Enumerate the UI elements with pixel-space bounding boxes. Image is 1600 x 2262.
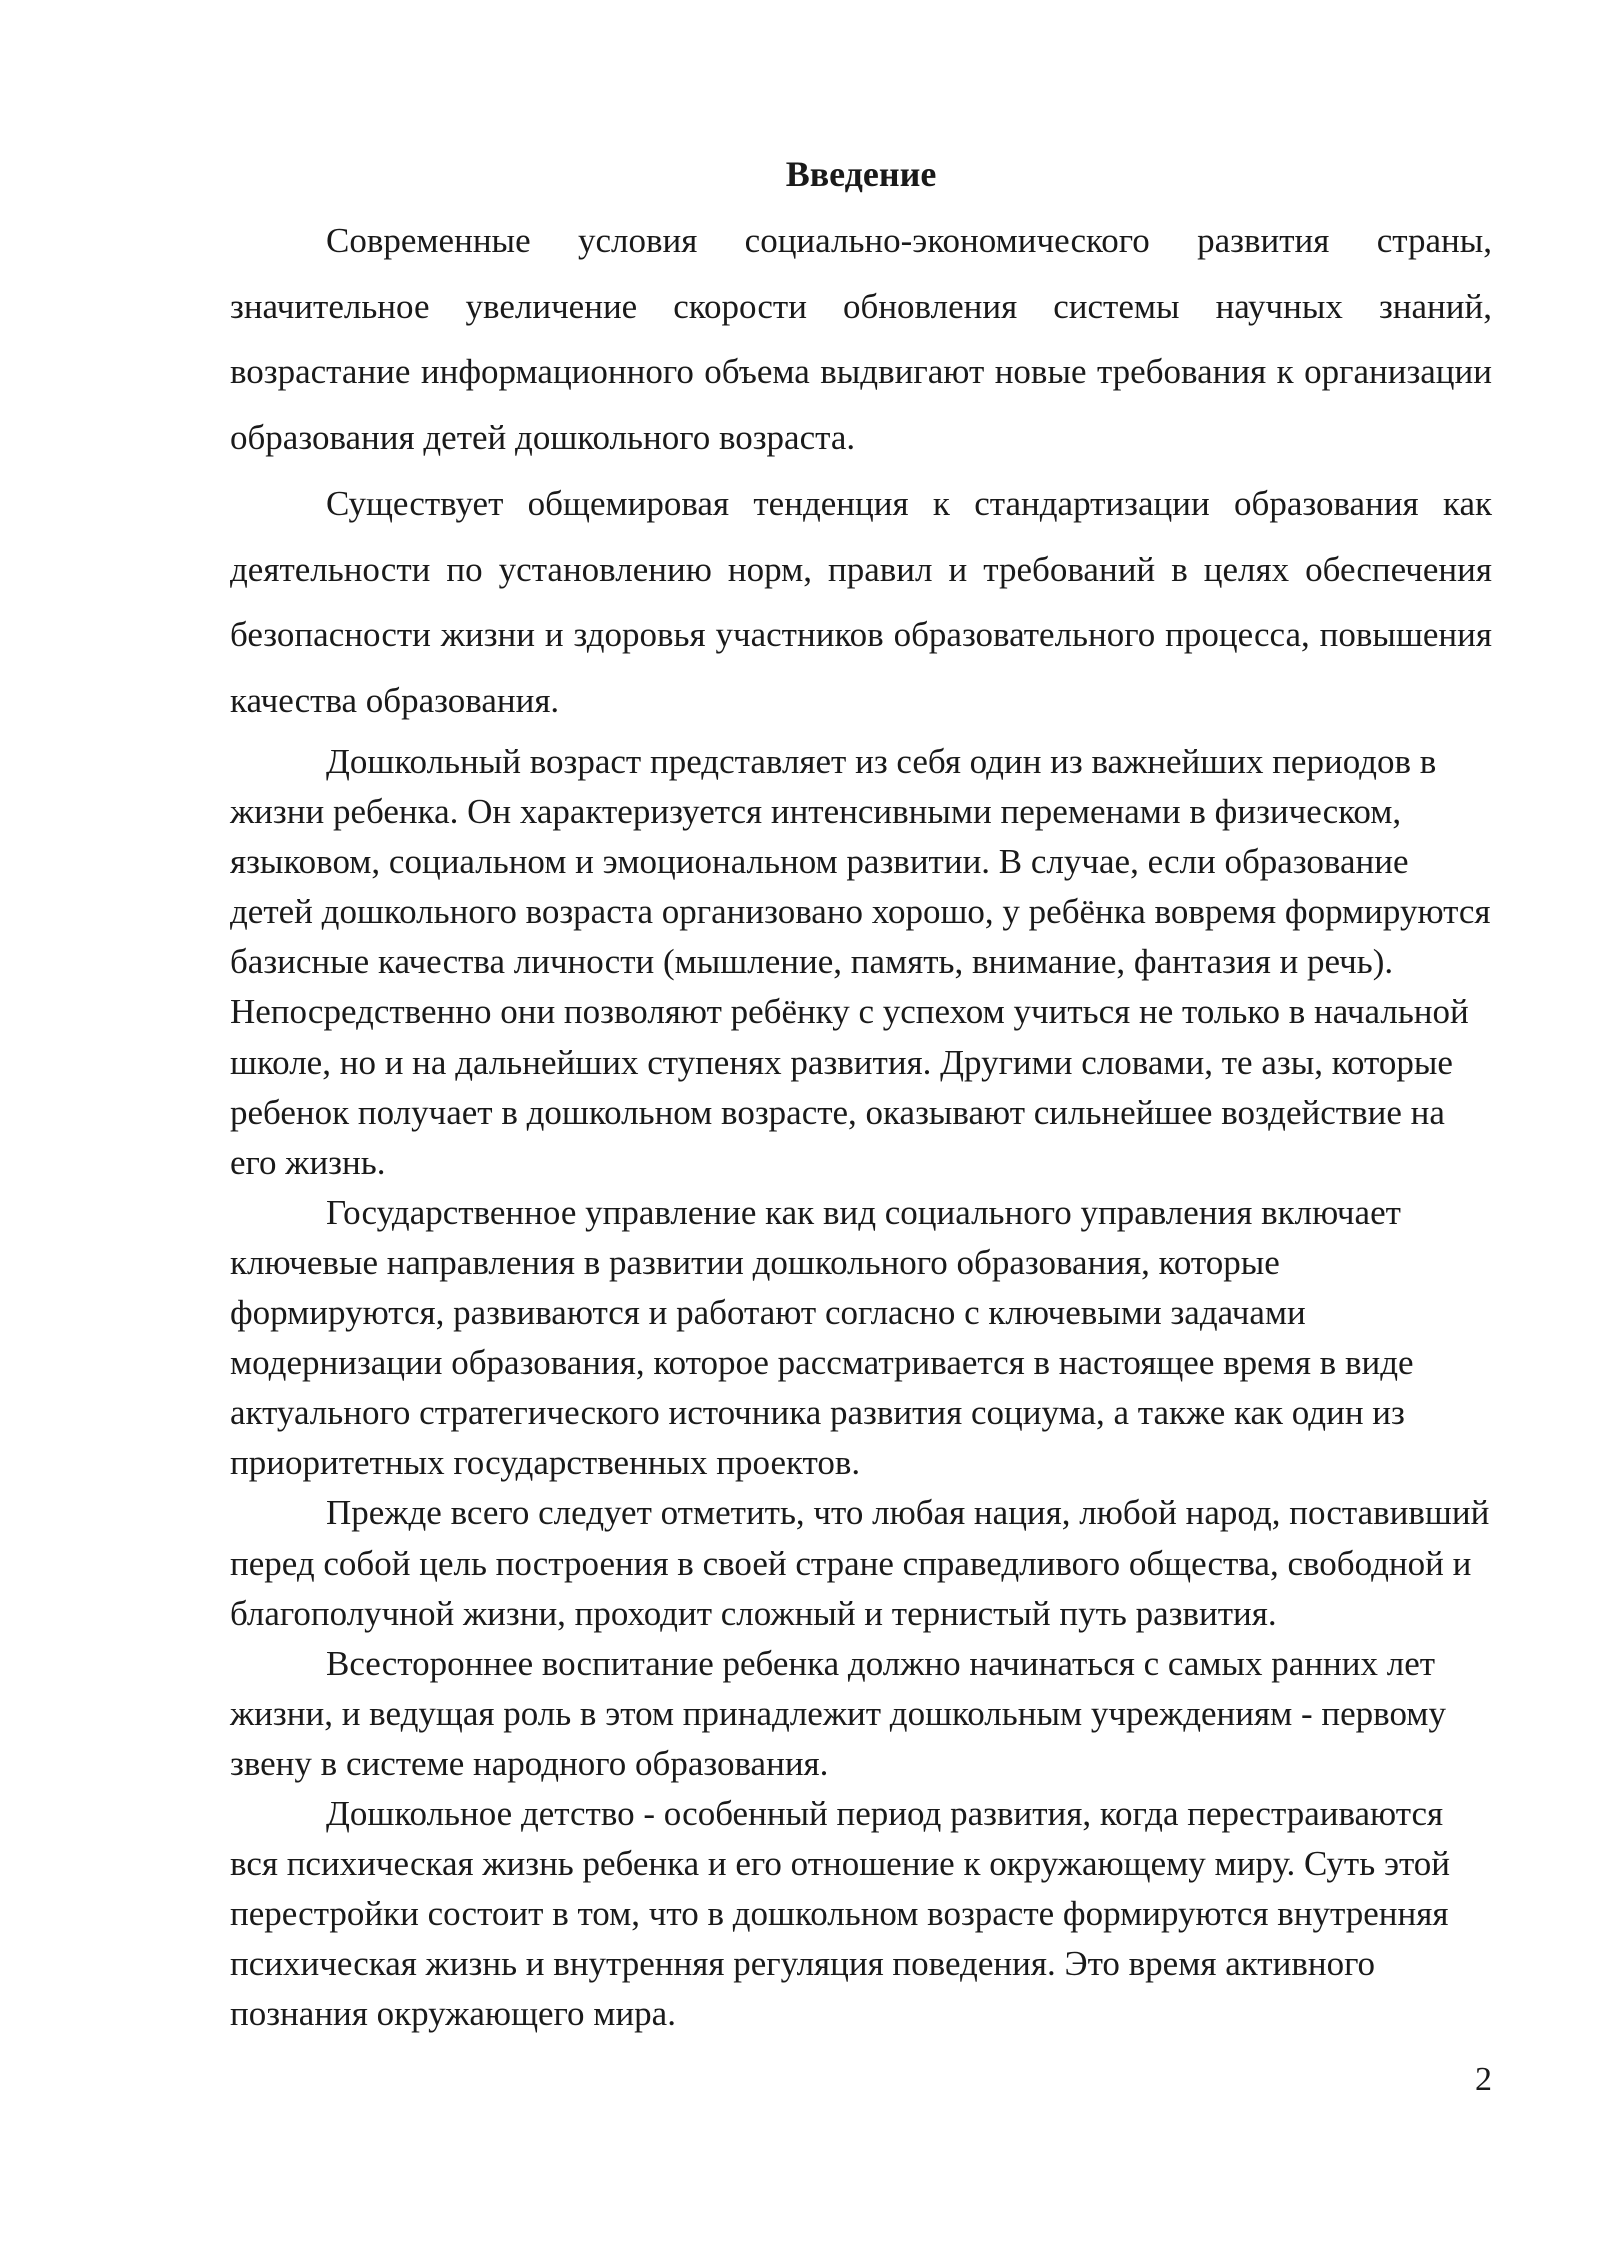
paragraph-2: Существует общемировая тенденция к стандартизации образования как деятельности по установлению норм, правил и требований в целях обеспечения безопасности жизни и здоровья участников образовательного процесса, повышения качества образования. <box>230 484 1492 720</box>
paragraph-5: Прежде всего следует отметить, что любая нация, любой народ, поставивший перед собой цель построения в своей стране справедливого общества, свободной и благополучной жизни, проходит сложный и тернистый путь развития. <box>230 1493 1490 1633</box>
paragraph-block-main <box>230 737 1492 2039</box>
page-number: 2 <box>1475 2061 1492 2098</box>
paragraph-7: Дошкольное детство - особенный период развития, когда перестраиваются вся психическая жизнь ребенка и его отношение к окружающему миру. Суть этой перестройки состоит в том, что в дошкольном возрасте формируются внутренняя психическая жизнь и внутренняя регуляция поведения. Это время активного познания окружающего мира. <box>230 1793 1451 2034</box>
paragraph-6: Всестороннее воспитание ребенка должно начинаться с самых ранних лет жизни, и ведущая роль в этом принадлежит дошкольным учреждениям - первому звену в системе народного образования. <box>230 1643 1446 1783</box>
paragraph-4: Государственное управление как вид социального управления включает ключевые направления в развитии дошкольного образования, которые формируются, развиваются и работают согласно с ключевыми задачами модернизации образования, которое рассматривается в настоящее время в виде актуального стратегического источника развития социума, а также как один из приоритетных государственных проектов. <box>230 1192 1414 1483</box>
paragraph-block-2 <box>230 471 1492 733</box>
section-heading: Введение <box>785 154 937 194</box>
paragraph-1: Современные условия социально-экономического развития страны, значительное увеличение скорости обновления системы научных знаний, возрастание информационного объема выдвигают новые требования к организации образования детей дошкольного возраста. <box>230 221 1492 457</box>
paragraph-3: Дошкольный возраст представляет из себя один из важнейших периодов в жизни ребенка. Он характеризуется интенсивными переменами в физическом, языковом, социальном и эмоциональном развитии. В случае, если образование детей дошкольного возраста организовано хорошо, у ребёнка вовремя формируются базисные качества личности (мышление, память, внимание, фантазия и речь). Непосредственно они позволяют ребёнку с успехом учиться не только в начальной школе, но и на дальнейших ступенях развития. Другими словами, те азы, которые ребенок получает в дошкольном возрасте, оказывают сильнейшее воздействие на его жизнь. <box>230 742 1491 1182</box>
paragraph-block-1 <box>230 208 1492 470</box>
